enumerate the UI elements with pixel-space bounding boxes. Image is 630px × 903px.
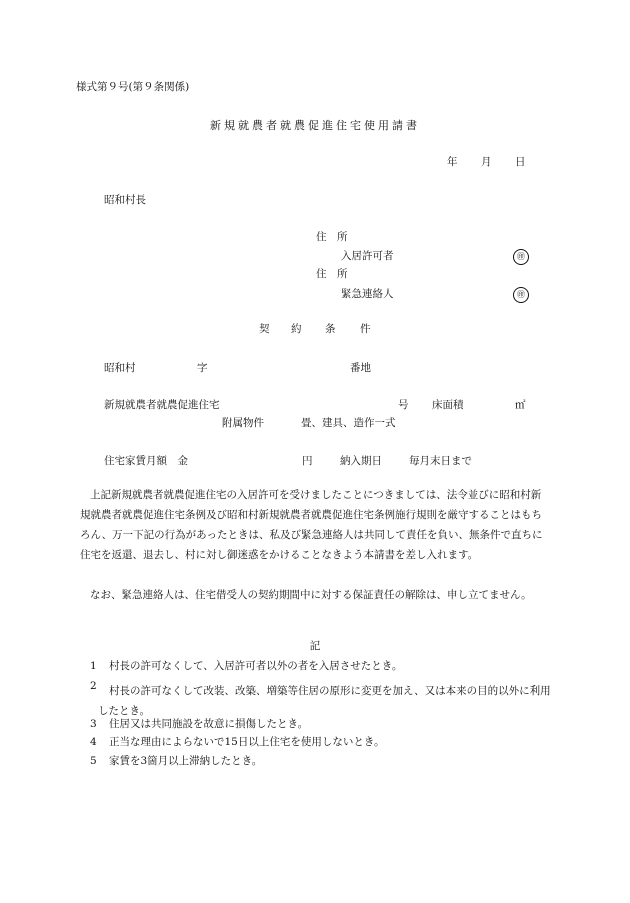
item-number: 2 [90, 680, 97, 692]
recipient: 昭和村長 [104, 194, 146, 206]
village-label: 昭和村 [104, 362, 136, 374]
sqm-unit: ㎡ [515, 399, 526, 411]
due-date-label: 納入期日 [340, 455, 382, 467]
item-text: 家賃を3箇月以上滞納したとき。 [109, 755, 263, 767]
yen-unit: 円 [302, 455, 313, 467]
attached-items-label: 附属物件 [222, 417, 264, 429]
go-label: 号 [398, 399, 409, 411]
floor-area-label: 床面積 [432, 399, 464, 411]
item-number: 4 [90, 736, 97, 748]
date-month-label: 月 [481, 156, 492, 168]
banchi-label: 番地 [350, 362, 371, 374]
seal-mark-tenant: ㊞ [513, 249, 529, 265]
item-number: 3 [90, 718, 97, 730]
item-text: 村長の許可なくして、入居許可者以外の者を入居させたとき。 [109, 660, 403, 672]
conditions-heading-char-2: 約 [291, 323, 302, 335]
item-text: 村長の許可なくして改装、改築、増築等住居の原形に変更を加え、又は本来の目的以外に利用したとき。 [98, 685, 551, 717]
item-text: 住居又は共同施設を故意に損傷したとき。 [109, 718, 309, 730]
aza-label: 字 [197, 362, 208, 374]
ki-heading: 記 [309, 640, 321, 652]
item-number: 5 [90, 755, 97, 767]
document-title: 新規就農者就農促進住宅使用請書 [210, 119, 420, 132]
conditions-heading-char-3: 条 [325, 323, 336, 335]
item-number: 1 [90, 660, 97, 672]
conditions-heading-char-4: 件 [360, 323, 371, 335]
rent-label: 住宅家賃月額 金 [104, 455, 188, 467]
date-year-label: 年 [447, 156, 458, 168]
item-text: 正当な理由によらないで15日以上住宅を使用しないとき。 [109, 736, 385, 748]
attached-items-value: 畳、建具、造作一式 [301, 417, 396, 429]
date-day-label: 日 [515, 156, 526, 168]
emergency-contact-label: 緊急連絡人 [341, 288, 394, 300]
due-date-value: 毎月末日まで [409, 455, 472, 467]
body-paragraph-1: 上記新規就農者就農促進住宅の入居許可を受けましたことにつきましては、法令並びに昭和村新規就農者就農促進住宅条例及び昭和村新規就農者就農促進住宅条例施行規則を厳守することはもちろん、万一下記の行為があったときは、私及び緊急連絡人は共同して責任を負い、無条件で直ちに住宅を返還、退去し、村に対し御迷惑をかけることなきよう本請書を差し入れます。 [80, 489, 543, 561]
seal-mark-contact: ㊞ [513, 287, 529, 303]
body-paragraph-2: なお、緊急連絡人は、住宅借受人の契約期間中に対する保証責任の解除は、申し立てません。 [90, 589, 532, 601]
form-number: 様式第９号(第９条関係) [76, 81, 190, 93]
housing-label: 新規就農者就農促進住宅 [104, 399, 220, 411]
contact-address-label: 住 所 [316, 268, 348, 280]
conditions-heading-char-1: 契 [259, 323, 270, 335]
tenant-address-label: 住 所 [316, 231, 348, 243]
tenant-label: 入居許可者 [341, 250, 394, 262]
